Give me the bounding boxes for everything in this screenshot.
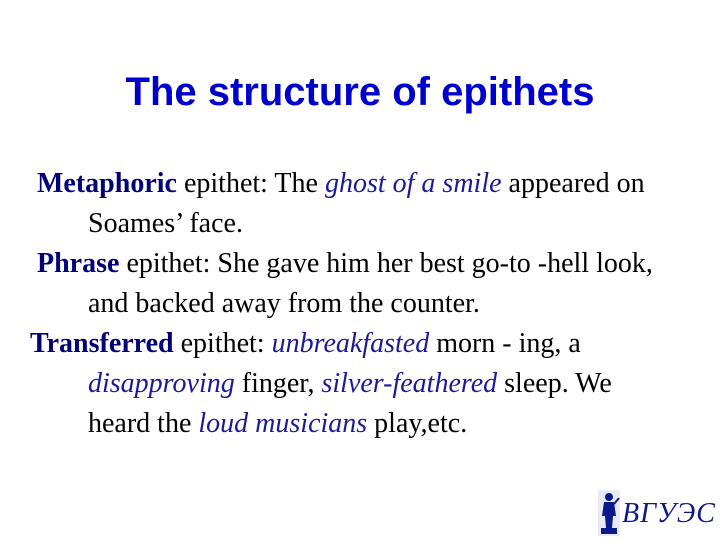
- item-text: finger,: [234, 368, 322, 399]
- item-text: play,etc.: [367, 408, 468, 439]
- list-item: [30, 244, 680, 324]
- item-text: epithet:: [173, 328, 272, 359]
- statue-figure-icon: [598, 490, 620, 536]
- epithet-list: [30, 164, 680, 444]
- item-text: morn - ing, a: [429, 328, 581, 359]
- item-text: appeared on Soames’ face.: [88, 168, 645, 239]
- logo-text: ВГУЭС: [622, 498, 716, 529]
- item-text: epithet: She gave him her best go-to -hell look, and backed away from the counter.: [88, 248, 653, 319]
- item-example-italic: loud musicians: [198, 408, 368, 439]
- list-item: [30, 164, 680, 244]
- item-example-italic: unbreakfasted: [271, 328, 430, 359]
- item-term: Phrase: [37, 248, 120, 279]
- list-item: [30, 324, 680, 444]
- item-term: Metaphoric: [37, 168, 177, 199]
- item-example-italic: ghost of a smile: [324, 168, 502, 199]
- item-term: Transferred: [30, 328, 174, 359]
- university-logo: [598, 490, 716, 536]
- item-text: sleep. We heard the: [88, 368, 612, 439]
- item-example-italic: disapproving: [88, 368, 235, 399]
- slide-title: The structure of epithets: [125, 70, 595, 114]
- item-example-italic: silver-feathered: [321, 368, 498, 399]
- item-text: epithet: The: [176, 168, 325, 199]
